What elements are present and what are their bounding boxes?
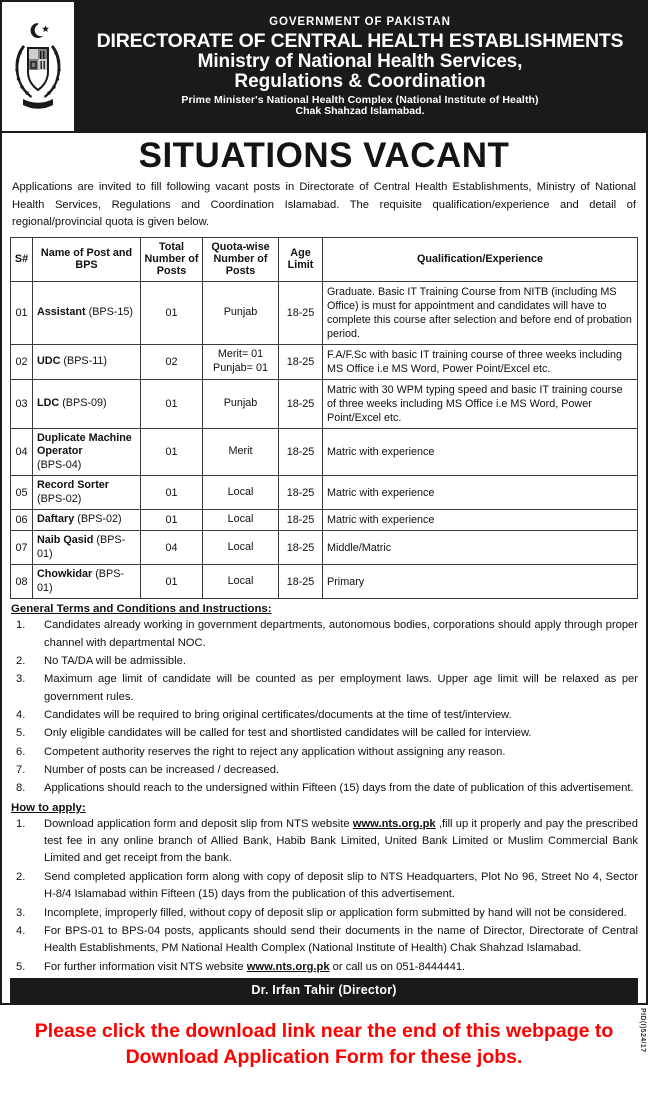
- table-row: [11, 428, 638, 475]
- masthead: [0, 0, 648, 133]
- how-to-apply-heading: How to apply:: [11, 801, 86, 814]
- list-item: [10, 959, 638, 976]
- cell-serial: 05: [11, 476, 33, 510]
- nts-website-link[interactable]: www.nts.org.pk: [352, 817, 436, 830]
- cell-quota: Local: [203, 510, 279, 531]
- item-number: 4.: [16, 924, 26, 937]
- item-text: Incomplete, improperly filled, without copy of deposit slip or application form submitted by hand will not be considered.: [44, 906, 627, 919]
- item-number: 7.: [16, 764, 26, 777]
- pid-reference-code: PID(I)524/17: [639, 1007, 646, 1053]
- cell-quota: Punjab: [203, 281, 279, 344]
- item-text: Competent authority reserves the right to reject any application without assigning any reason.: [44, 745, 506, 758]
- item-number: 2.: [16, 870, 26, 883]
- cell-qualification: Matric with experience: [323, 428, 638, 475]
- cell-post-name: [33, 281, 141, 344]
- emblem-container: [2, 2, 74, 131]
- cell-post-name: [33, 565, 141, 599]
- general-terms-heading: General Terms and Conditions and Instructions:: [11, 603, 272, 616]
- item-number: 5.: [16, 727, 26, 740]
- cell-serial: 02: [11, 344, 33, 379]
- table-row: [11, 281, 638, 344]
- masthead-text: [74, 2, 646, 131]
- cell-quota: Local: [203, 531, 279, 565]
- header-quota: Quota-wise Number of Posts: [203, 238, 279, 281]
- cell-age-limit: 18-25: [279, 510, 323, 531]
- situations-vacant-banner: [0, 133, 648, 177]
- cell-serial: 06: [11, 510, 33, 531]
- cell-qualification: Matric with experience: [323, 476, 638, 510]
- cell-post-name: [33, 476, 141, 510]
- post-title: Naib Qasid: [37, 534, 94, 547]
- director-name: Dr. Irfan Tahir (Director): [251, 983, 397, 997]
- cell-qualification: Middle/Matric: [323, 531, 638, 565]
- table-row: [11, 531, 638, 565]
- ministry-line-2: Regulations & Coordination: [234, 71, 486, 93]
- list-item: [10, 762, 638, 779]
- item-text: Candidates already working in government departments, autonomous bodies, corporations should apply through proper channel with departmental NOC.: [44, 619, 638, 649]
- item-number: 2.: [16, 654, 26, 667]
- item-text-continued: or call us on 051-8444441.: [329, 960, 466, 973]
- list-item: [10, 707, 638, 724]
- cell-total-posts: 01: [141, 510, 203, 531]
- cell-total-posts: 01: [141, 281, 203, 344]
- complex-line-2: Chak Shahzad Islamabad.: [295, 104, 425, 117]
- list-item: [10, 780, 638, 797]
- item-number: 4.: [16, 708, 26, 721]
- item-text: Download application form and deposit slip from NTS website: [44, 817, 353, 830]
- notice-line-2: Download Application Form for these jobs.: [125, 1045, 523, 1068]
- post-title: UDC: [37, 354, 61, 367]
- item-text: Applications should reach to the undersigned within Fifteen (15) days from the date of publication of this advertisement.: [44, 782, 634, 795]
- download-notice: [0, 1005, 648, 1070]
- item-number: 1.: [16, 817, 26, 830]
- cell-total-posts: 01: [141, 428, 203, 475]
- item-text: Maximum age limit of candidate will be counted as per employment laws. Upper age limit will be relaxed as per government rules.: [44, 673, 638, 703]
- cell-post-name: [33, 428, 141, 475]
- cell-qualification: Matric with experience: [323, 510, 638, 531]
- item-text: Send completed application form along with copy of deposit slip to NTS Headquarters, Plot No 96, Street No 4, Sector H-8/4 Islamabad within Fifteen (15) days from the publication of this advertisement.: [44, 870, 638, 901]
- cell-age-limit: 18-25: [279, 428, 323, 475]
- list-item: [10, 905, 638, 922]
- item-text-continued: ,fill up it properly and pay the prescribed test fee in any online branch of Allied Bank, Habib Bank Limited, United Bank Limited or Muslim Commercial Bank Limited and get receipt from the bank.: [44, 817, 639, 865]
- cell-post-name: [33, 510, 141, 531]
- list-item: [10, 617, 638, 652]
- cell-serial: 08: [11, 565, 33, 599]
- header-serial: S#: [11, 238, 33, 281]
- table-header-row: [11, 238, 638, 281]
- post-bps: (BPS-01): [37, 568, 124, 594]
- post-title: Duplicate Machine Operator: [37, 431, 132, 458]
- cell-total-posts: 01: [141, 476, 203, 510]
- cell-total-posts: 01: [141, 565, 203, 599]
- cell-total-posts: 04: [141, 531, 203, 565]
- how-to-apply-list: [10, 816, 638, 976]
- cell-quota: Local: [203, 476, 279, 510]
- list-item: [10, 744, 638, 761]
- cell-age-limit: 18-25: [279, 344, 323, 379]
- pakistan-state-emblem-icon: [9, 15, 67, 119]
- table-row: [11, 476, 638, 510]
- post-title: Record Sorter: [37, 479, 109, 492]
- post-bps: (BPS-02): [77, 513, 122, 526]
- header-qualification: Qualification/Experience: [323, 238, 638, 281]
- post-bps: (BPS-01): [37, 534, 126, 560]
- ministry-line-1: Ministry of National Health Services,: [197, 51, 523, 73]
- intro-paragraph: Applications are invited to fill following vacant posts in Directorate of Central Health Establishments, Ministry of National Health Services, Regulations and Coordination Islamabad. The requisite qualification/experience and detail of regional/provincial quota is given below.: [12, 181, 636, 228]
- item-number: 3.: [16, 906, 26, 919]
- notice-line-1: Please click the download link near the end of this webpage to: [34, 1020, 614, 1042]
- cell-qualification: F.A/F.Sc with basic IT training course of three weeks including MS Office i.e MS Word, Power Point/Excel etc.: [323, 344, 638, 379]
- header-post-name: Name of Post and BPS: [33, 238, 141, 281]
- item-text: No TA/DA will be admissible.: [44, 654, 186, 667]
- table-body: [11, 281, 638, 599]
- cell-serial: 07: [11, 531, 33, 565]
- post-bps: (BPS-15): [88, 305, 134, 318]
- complex-line-1: Prime Minister's National Health Complex (National Institute of Health): [181, 93, 539, 106]
- cell-quota: Merit: [203, 428, 279, 475]
- list-item: [10, 869, 638, 904]
- post-title: Daftary: [37, 513, 75, 526]
- post-title: Assistant: [37, 305, 86, 318]
- cell-serial: 04: [11, 428, 33, 475]
- post-title: LDC: [37, 396, 60, 409]
- cell-total-posts: 02: [141, 344, 203, 379]
- table-row: [11, 565, 638, 599]
- cell-quota: Punjab: [203, 379, 279, 428]
- cell-qualification: Primary: [323, 565, 638, 599]
- table-row: [11, 510, 638, 531]
- item-number: 8.: [16, 782, 26, 795]
- item-number: 6.: [16, 745, 26, 758]
- item-text: For BPS-01 to BPS-04 posts, applicants should send their documents in the name of Director, Directorate of Central Health Establishments, PM National Health Complex (National Institute of Health) Chak Shahzad Islamabad.: [44, 924, 638, 955]
- table-row: [11, 344, 638, 379]
- government-line: GOVERNMENT OF PAKISTAN: [269, 16, 451, 29]
- cell-age-limit: 18-25: [279, 531, 323, 565]
- item-text: Number of posts can be increased / decreased.: [44, 764, 280, 777]
- post-bps: (BPS-11): [63, 354, 108, 367]
- cell-post-name: [33, 531, 141, 565]
- cell-post-name: [33, 379, 141, 428]
- cell-qualification: Graduate. Basic IT Training Course from NITB (including MS Office) is must for appointment and candidates will have to complete this course after selection and before end of probation period.: [323, 281, 638, 344]
- header-age-limit: Age Limit: [279, 238, 323, 281]
- directorate-title: DIRECTORATE OF CENTRAL HEALTH ESTABLISHMENTS: [96, 30, 624, 53]
- vacant-posts-table: [10, 237, 638, 599]
- general-terms-list: [10, 617, 638, 798]
- list-item: [10, 923, 638, 958]
- list-item: [10, 671, 638, 706]
- nts-website-link[interactable]: www.nts.org.pk: [246, 960, 330, 973]
- list-item: [10, 653, 638, 670]
- cell-quota: Merit= 01 Punjab= 01: [203, 344, 279, 379]
- post-title: Chowkidar: [37, 568, 93, 581]
- table-row: [11, 379, 638, 428]
- cell-total-posts: 01: [141, 379, 203, 428]
- director-signature-bar: [10, 978, 638, 1003]
- cell-post-name: [33, 344, 141, 379]
- cell-qualification: Matric with 30 WPM typing speed and basic IT training course of three weeks including MS Office i.e MS Word, Power Point/Excel etc.: [323, 379, 638, 428]
- header-total-posts: Total Number of Posts: [141, 238, 203, 281]
- item-text: Only eligible candidates will be called for test and shortlisted candidates will be called for interview.: [44, 727, 532, 740]
- cell-age-limit: 18-25: [279, 281, 323, 344]
- item-number: 3.: [16, 673, 26, 686]
- item-text: Candidates will be required to bring original certificates/documents at the time of test/interview.: [44, 708, 512, 721]
- post-bps: (BPS-04): [37, 458, 82, 471]
- item-text: For further information visit NTS website: [44, 960, 247, 973]
- cell-age-limit: 18-25: [279, 476, 323, 510]
- cell-age-limit: 18-25: [279, 565, 323, 599]
- list-item: [10, 725, 638, 742]
- post-bps: (BPS-02): [37, 492, 82, 505]
- banner-title: SITUATIONS VACANT: [138, 136, 510, 175]
- post-bps: (BPS-09): [62, 396, 107, 409]
- cell-age-limit: 18-25: [279, 379, 323, 428]
- item-number: 1.: [16, 619, 26, 632]
- cell-quota: Local: [203, 565, 279, 599]
- item-number: 5.: [16, 960, 26, 973]
- list-item: [10, 816, 638, 868]
- cell-serial: 03: [11, 379, 33, 428]
- cell-serial: 01: [11, 281, 33, 344]
